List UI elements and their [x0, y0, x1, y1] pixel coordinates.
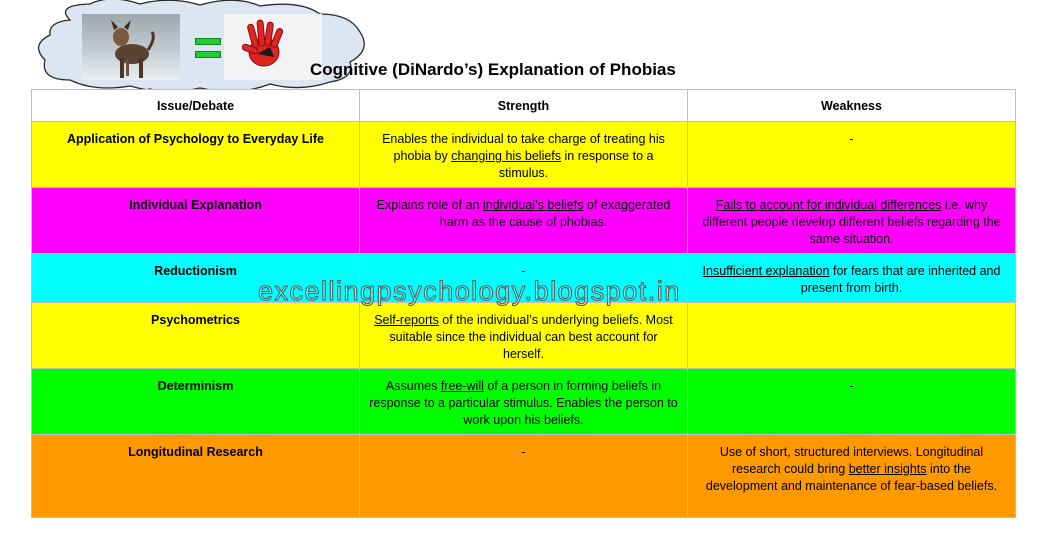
strength-cell	[360, 369, 688, 435]
issue-cell: Application of Psychology to Everyday Life	[32, 122, 360, 188]
strength-text: Explains role of an	[376, 198, 483, 212]
weakness-underlined-text: better insights	[848, 462, 927, 476]
weakness-text: into the development and maintenance of fear-based beliefs.	[705, 462, 998, 493]
weakness-cell	[688, 435, 1016, 518]
strength-text: of exaggerated harm as the cause of phobias.	[439, 198, 671, 229]
hand-image	[224, 14, 322, 80]
issue-cell: Longitudinal Research	[32, 435, 360, 518]
weakness-cell	[688, 122, 1016, 188]
weakness-text: -	[849, 132, 854, 146]
strength-cell	[360, 122, 688, 188]
equals-icon	[195, 38, 221, 60]
weakness-header: Weakness	[688, 90, 1016, 122]
issue-header: Issue/Debate	[32, 90, 360, 122]
strength-text: -	[521, 445, 526, 459]
weakness-text: i.e. why different people develop different beliefs regarding the same situation.	[702, 198, 1001, 246]
strength-text: Enables the individual to take charge of treating his phobia by	[382, 132, 665, 163]
table-row	[32, 369, 1016, 435]
table-row	[32, 254, 1016, 303]
weakness-cell	[688, 188, 1016, 254]
strength-cell	[360, 435, 688, 518]
weakness-underlined-text: Fails to account for individual differences	[715, 198, 942, 212]
issue-cell: Determinism	[32, 369, 360, 435]
page-title: Cognitive (DiNardo’s) Explanation of Phobias	[310, 60, 676, 79]
weakness-cell	[688, 254, 1016, 303]
table-row	[32, 435, 1016, 518]
strength-cell	[360, 254, 688, 303]
watermark: excellingpsychology.blogspot.in	[258, 276, 681, 306]
issue-cell: Psychometrics	[32, 303, 360, 369]
strength-text: Assumes	[385, 379, 441, 393]
weakness-underlined-text: Insufficient explanation	[702, 264, 830, 278]
weakness-text: -	[849, 379, 854, 393]
dog-image	[82, 14, 180, 80]
strength-cell	[360, 303, 688, 369]
strength-underlined-text: free-will	[440, 379, 484, 393]
table-row	[32, 122, 1016, 188]
weakness-text: for fears that are inherited and present from birth.	[800, 264, 1001, 295]
strength-text: of a person in forming beliefs in response to a particular stimulus. Enables the person to work upon his beliefs.	[369, 379, 678, 427]
strength-text: in response to a stimulus.	[498, 149, 654, 180]
strength-cell	[360, 188, 688, 254]
strength-underlined-text: Self-reports	[374, 313, 439, 327]
strength-text: -	[521, 264, 526, 278]
strength-text: of the individual’s underlying beliefs. Most suitable since the individual can best account for herself.	[389, 313, 673, 361]
weakness-text: Use of short, structured interviews. Longitudinal research could bring	[719, 445, 984, 476]
strength-underlined-text: changing his beliefs	[451, 149, 562, 163]
issue-cell: Individual Explanation	[32, 188, 360, 254]
strength-header: Strength	[360, 90, 688, 122]
weakness-cell	[688, 369, 1016, 435]
weakness-cell	[688, 303, 1016, 369]
table-row	[32, 188, 1016, 254]
table-row	[32, 303, 1016, 369]
table-header-row	[32, 90, 1016, 122]
issue-cell: Reductionism	[32, 254, 360, 303]
strength-underlined-text: individual’s beliefs	[482, 198, 584, 212]
comparison-table	[31, 89, 1016, 518]
